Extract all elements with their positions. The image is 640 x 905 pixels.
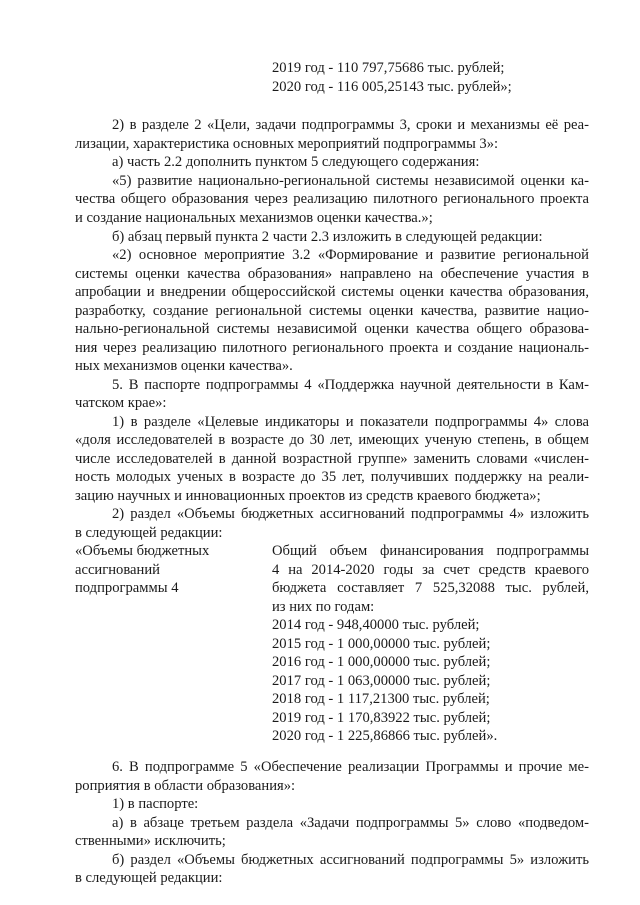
paragraph-line: 2) раздел «Объемы бюджетных ассигнований подпрограммы 4» изложить (112, 506, 589, 522)
year-2016-line: 2016 год - 1 000,00000 тыс. рублей; (272, 654, 491, 670)
table-right-cell-line: Общий объем финансирования подпрограммы (272, 543, 589, 559)
paragraph-line: ность молодых ученых в возрасте до 35 лет, получивших поддержку на реали- (75, 469, 589, 485)
year-2019-line: 2019 год - 110 797,75686 тыс. рублей; (272, 60, 505, 76)
table-left-cell-line: «Объемы бюджетных (75, 543, 210, 559)
paragraph-line: б) абзац первый пункта 2 части 2.3 изложить в следующей редакции: (112, 229, 543, 245)
paragraph-line: «5) развитие национально-региональной системы независимой оценки ка- (112, 173, 589, 189)
year-2015-line: 2015 год - 1 000,00000 тыс. рублей; (272, 636, 491, 652)
table-right-cell-line: 4 на 2014-2020 годы за счет средств краевого (272, 562, 589, 578)
paragraph-line: ственными» исключить; (75, 833, 226, 849)
paragraph-line: 1) в разделе «Целевые индикаторы и показатели подпрограммы 4» слова (112, 414, 589, 430)
year-2020-line: 2020 год - 1 225,86866 тыс. рублей». (272, 728, 498, 744)
year-2019-line: 2019 год - 1 170,83922 тыс. рублей; (272, 710, 491, 726)
paragraph-line: разработку, создание региональной системы оценки качества, развитие нацио- (75, 303, 589, 319)
paragraph-line: «2) основное мероприятие 3.2 «Формирование и развитие региональной (112, 247, 589, 263)
paragraph-line: а) в абзаце третьем раздела «Задачи подпрограммы 5» слово «подведом- (112, 815, 589, 831)
paragraph-line: в следующей редакции: (75, 870, 223, 886)
paragraph-line: ния через реализацию пилотного регионального проекта и создание националь- (75, 340, 589, 356)
table-left-cell-line: ассигнований (75, 562, 160, 578)
year-2014-line: 2014 год - 948,40000 тыс. рублей; (272, 617, 480, 633)
paragraph-line: 2) в разделе 2 «Цели, задачи подпрограммы 3, сроки и механизмы её реа- (112, 117, 589, 133)
table-right-cell-line: из них по годам: (272, 599, 375, 615)
paragraph-line: а) часть 2.2 дополнить пунктом 5 следующего содержания: (112, 154, 480, 170)
paragraph-line: системы оценки качества образования» направлено на обеспечение участия в (75, 266, 589, 282)
paragraph-line: и создание национальных механизмов оценки качества.»; (75, 210, 433, 226)
paragraph-line: числе исследователей в данной возрастной группе» заменить словами «числен- (75, 451, 589, 467)
paragraph-line: б) раздел «Объемы бюджетных ассигнований подпрограммы 5» изложить (112, 852, 589, 868)
paragraph-line: чатском крае»: (75, 395, 167, 411)
year-2020-line: 2020 год - 116 005,25143 тыс. рублей»; (272, 79, 512, 95)
paragraph-line: 6. В подпрограмме 5 «Обеспечение реализации Программы и прочие ме- (112, 759, 589, 775)
table-left-cell-line: подпрограммы 4 (75, 580, 179, 596)
paragraph-line: 5. В паспорте подпрограммы 4 «Поддержка научной деятельности в Кам- (112, 377, 589, 393)
paragraph-line: ных механизмов оценки качества». (75, 358, 293, 374)
paragraph-line: зацию научных и инновационных проектов из средств краевого бюджета»; (75, 488, 541, 504)
paragraph-line: в следующей редакции: (75, 525, 223, 541)
paragraph-line: чества общего образования через реализацию пилотного регионального проекта (75, 191, 589, 207)
paragraph-line: 1) в паспорте: (112, 796, 199, 812)
paragraph-line: лизации, характеристика основных мероприятий подпрограммы 3»: (75, 136, 499, 152)
year-2017-line: 2017 год - 1 063,00000 тыс. рублей; (272, 673, 491, 689)
paragraph-line: апробации и внедрении общероссийской системы оценки качества образования, (75, 284, 589, 300)
table-right-cell-line: бюджета составляет 7 525,32088 тыс. рублей, (272, 580, 589, 596)
year-2018-line: 2018 год - 1 117,21300 тыс. рублей; (272, 691, 490, 707)
paragraph-line: нально-региональной системы независимой оценки качества общего образова- (75, 321, 589, 337)
paragraph-line: роприятия в области образования»: (75, 778, 296, 794)
paragraph-line: «доля исследователей в возрасте до 30 лет, имеющих ученую степень, в общем (75, 432, 589, 448)
